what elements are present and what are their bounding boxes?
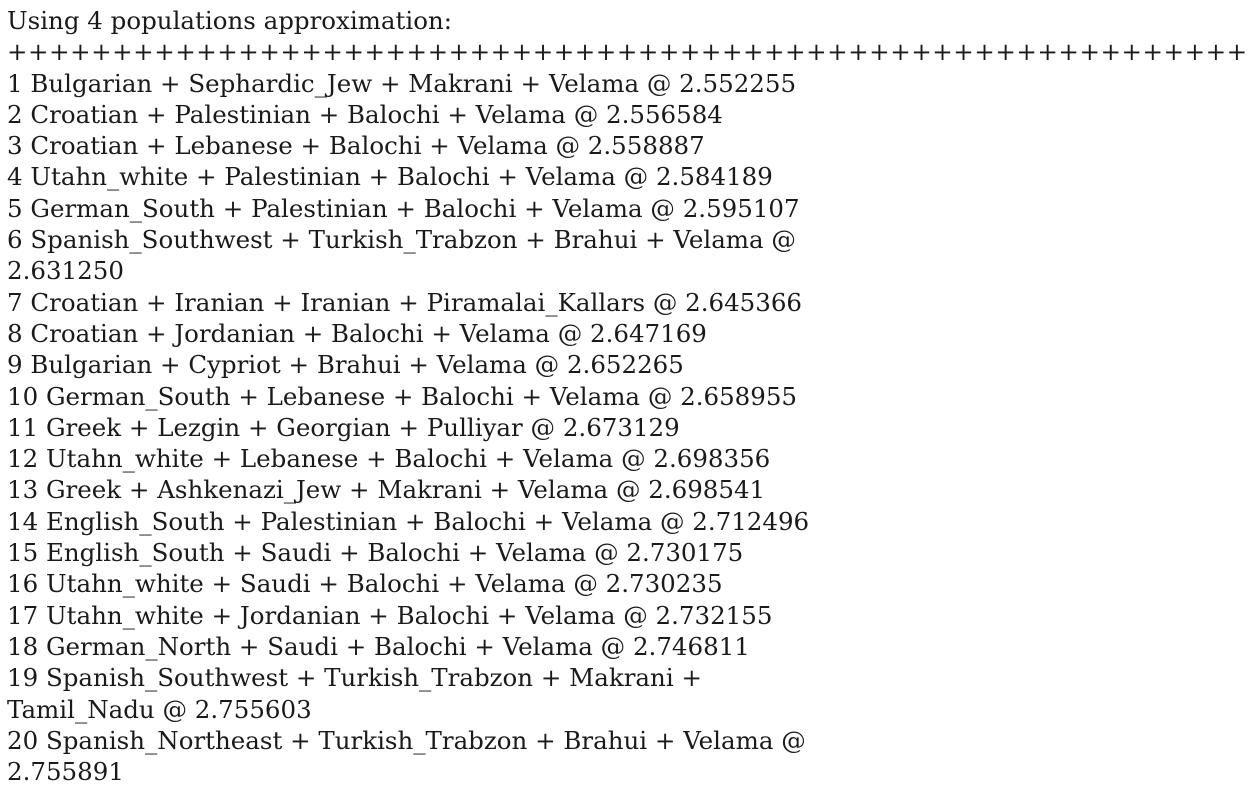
result-line: 11 Greek + Lezgin + Georgian + Pulliyar @ 2.673129 [7,412,680,442]
result-line: 6 Spanish_Southwest + Turkish_Trabzon + Brahui + Velama @ [7,225,796,255]
result-line: 1 Bulgarian + Sephardic_Jew + Makrani + Velama @ 2.552255 [7,68,797,98]
results-list [7,68,850,788]
result-item-9 [7,349,850,380]
result-item-1 [7,68,850,99]
result-line: 12 Utahn_white + Lebanese + Balochi + Velama @ 2.698356 [7,444,771,474]
result-line: 8 Croatian + Jordanian + Balochi + Velama @ 2.647169 [7,318,707,348]
result-line: 9 Bulgarian + Cypriot + Brahui + Velama @ 2.652265 [7,350,684,380]
result-item-7 [7,287,850,318]
result-item-2 [7,99,850,130]
result-item-20 [7,725,850,788]
result-item-13 [7,474,850,505]
result-line: 18 German_North + Saudi + Balochi + Velama @ 2.746811 [7,631,750,661]
result-item-14 [7,506,850,537]
result-line: 15 English_South + Saudi + Balochi + Velama @ 2.730175 [7,538,744,568]
result-line-continuation: Tamil_Nadu @ 2.755603 [7,694,312,724]
result-item-18 [7,631,850,662]
result-line: 3 Croatian + Lebanese + Balochi + Velama @ 2.558887 [7,131,705,161]
result-line: 4 Utahn_white + Palestinian + Balochi + Velama @ 2.584189 [7,162,773,192]
result-item-19 [7,662,850,725]
result-line: 2 Croatian + Palestinian + Balochi + Velama @ 2.556584 [7,99,723,129]
result-item-15 [7,537,850,568]
result-item-4 [7,161,850,192]
result-line: 16 Utahn_white + Saudi + Balochi + Velama @ 2.730235 [7,569,723,599]
result-line: 13 Greek + Ashkenazi_Jew + Makrani + Velama @ 2.698541 [7,475,766,505]
result-line: 17 Utahn_white + Jordanian + Balochi + Velama @ 2.732155 [7,600,773,630]
header-text: Using 4 populations approximation: [7,6,452,35]
result-item-16 [7,568,850,599]
result-item-17 [7,600,850,631]
result-item-8 [7,318,850,349]
result-line: 10 German_South + Lebanese + Balochi + Velama @ 2.658955 [7,381,798,411]
result-line-continuation: 2.755891 [7,757,124,787]
result-item-11 [7,412,850,443]
result-line: 5 German_South + Palestinian + Balochi + Velama @ 2.595107 [7,193,800,223]
result-line: 20 Spanish_Northeast + Turkish_Trabzon + Brahui + Velama @ [7,725,806,755]
result-line-continuation: 2.631250 [7,256,124,286]
result-line: 19 Spanish_Southwest + Turkish_Trabzon + Makrani + [7,663,702,693]
result-item-3 [7,130,850,161]
result-line: 14 English_South + Palestinian + Balochi + Velama @ 2.712496 [7,506,810,536]
result-item-6 [7,224,850,287]
result-item-12 [7,443,850,474]
result-item-5 [7,193,850,224]
result-line: 7 Croatian + Iranian + Iranian + Piramalai_Kallars @ 2.645366 [7,287,803,317]
result-item-10 [7,381,850,412]
separator-rule: +++++++++++++++++++++++++++++++++++++++++++++++++++++++++++ [7,37,1248,67]
